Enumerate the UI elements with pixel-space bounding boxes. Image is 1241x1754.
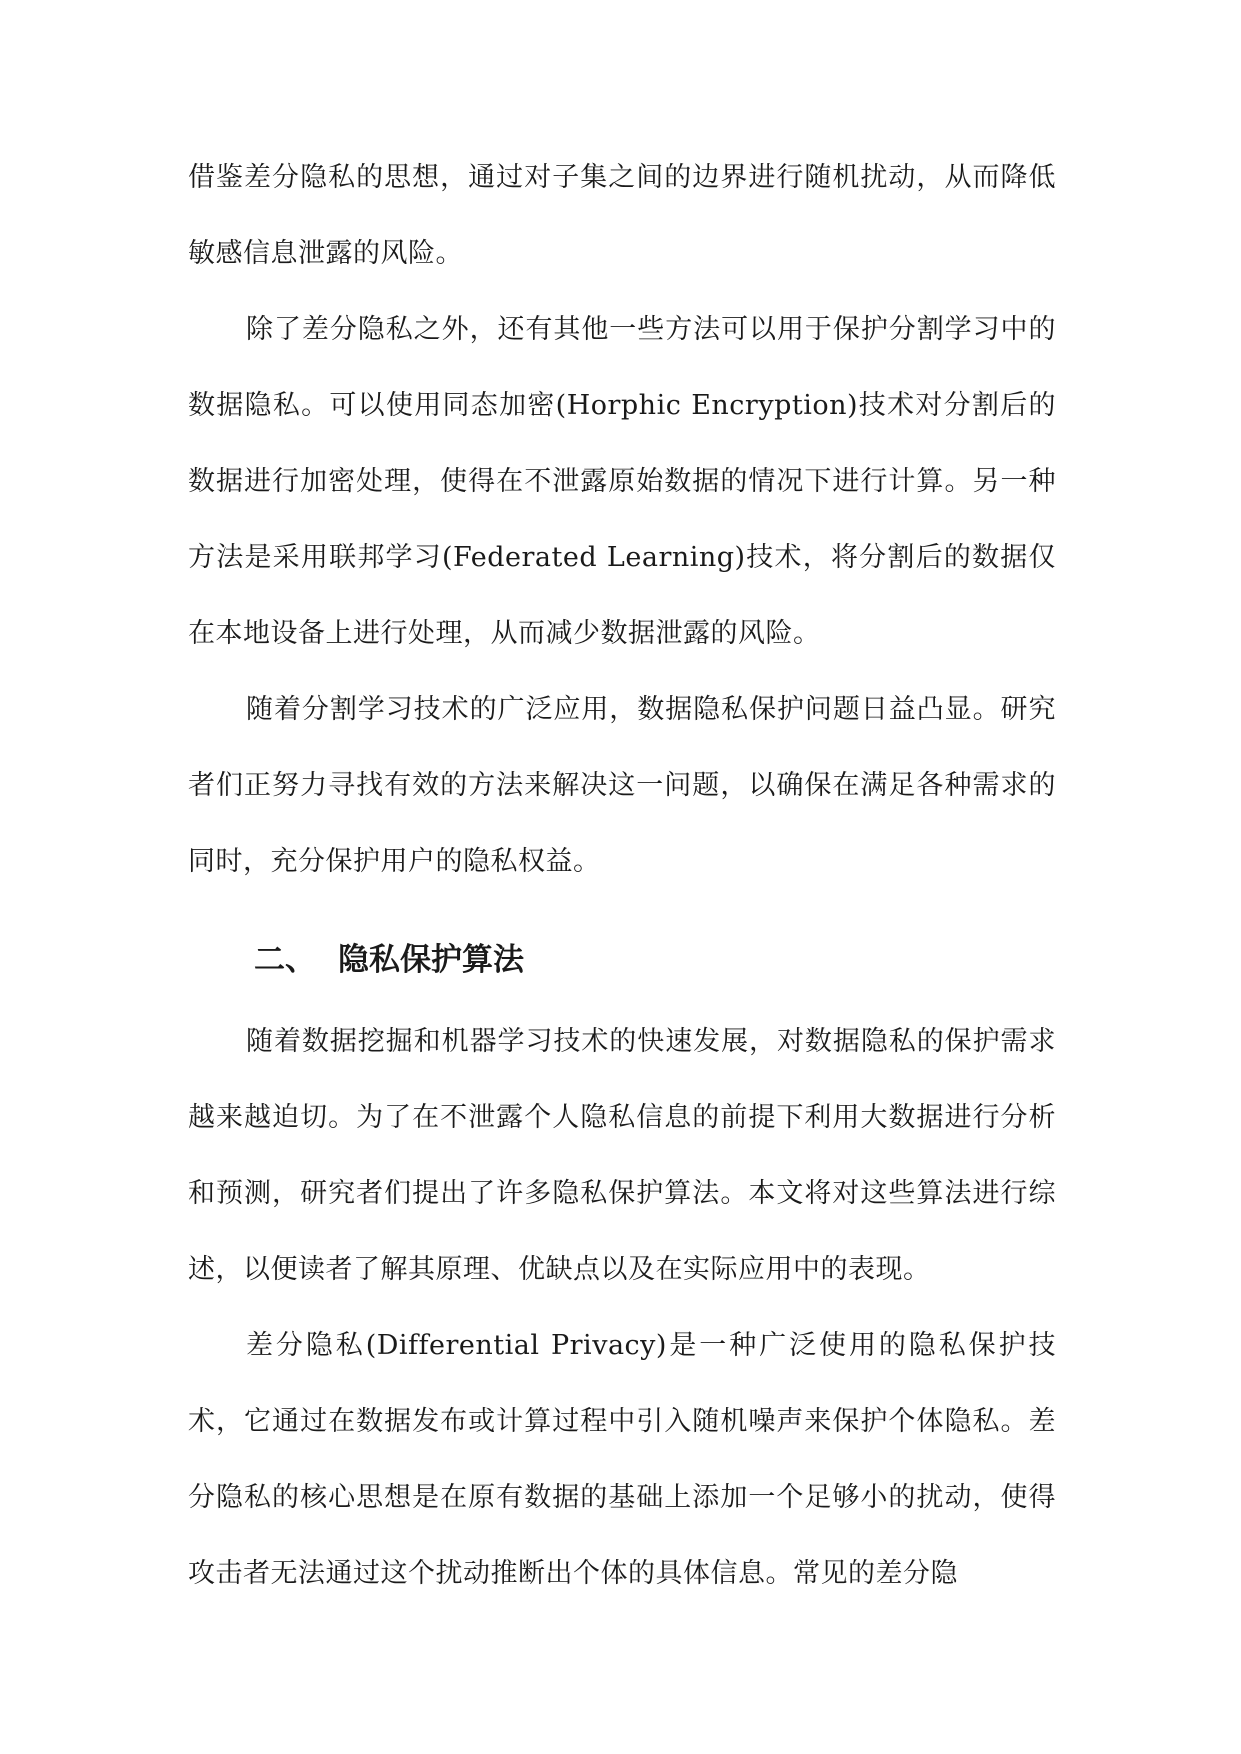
section-number: 二、 bbox=[254, 942, 316, 978]
section-heading bbox=[188, 922, 1056, 998]
section-title: 隐私保护算法 bbox=[338, 942, 524, 978]
paragraph-4: 随着数据挖掘和机器学习技术的快速发展，对数据隐私的保护需求越来越迫切。为了在不泄露个人隐私信息的前提下利用大数据进行分析和预测，研究者们提出了许多隐私保护算法。本文将对这些算法进行综述，以便读者了解其原理、优缺点以及在实际应用中的表现。 bbox=[188, 1026, 1056, 1285]
document-body bbox=[188, 140, 1056, 1612]
paragraph-3: 随着分割学习技术的广泛应用，数据隐私保护问题日益凸显。研究者们正努力寻找有效的方法来解决这一问题，以确保在满足各种需求的同时，充分保护用户的隐私权益。 bbox=[188, 694, 1056, 877]
paragraph-5: 差分隐私(Differential Privacy)是一种广泛使用的隐私保护技术，它通过在数据发布或计算过程中引入随机噪声来保护个体隐私。差分隐私的核心思想是在原有数据的基础上添加一个足够小的扰动，使得攻击者无法通过这个扰动推断出个体的具体信息。常见的差分隐 bbox=[188, 1330, 1056, 1589]
paragraph-2: 除了差分隐私之外，还有其他一些方法可以用于保护分割学习中的数据隐私。可以使用同态加密(Horphic Encryption)技术对分割后的数据进行加密处理，使得在不泄露原始数据的情况下进行计算。另一种方法是采用联邦学习(Federated Learning)技术，将分割后的数据仅在本地设备上进行处理，从而减少数据泄露的风险。 bbox=[188, 314, 1056, 649]
paragraph-1: 借鉴差分隐私的思想，通过对子集之间的边界进行随机扰动，从而降低敏感信息泄露的风险。 bbox=[188, 162, 1056, 269]
